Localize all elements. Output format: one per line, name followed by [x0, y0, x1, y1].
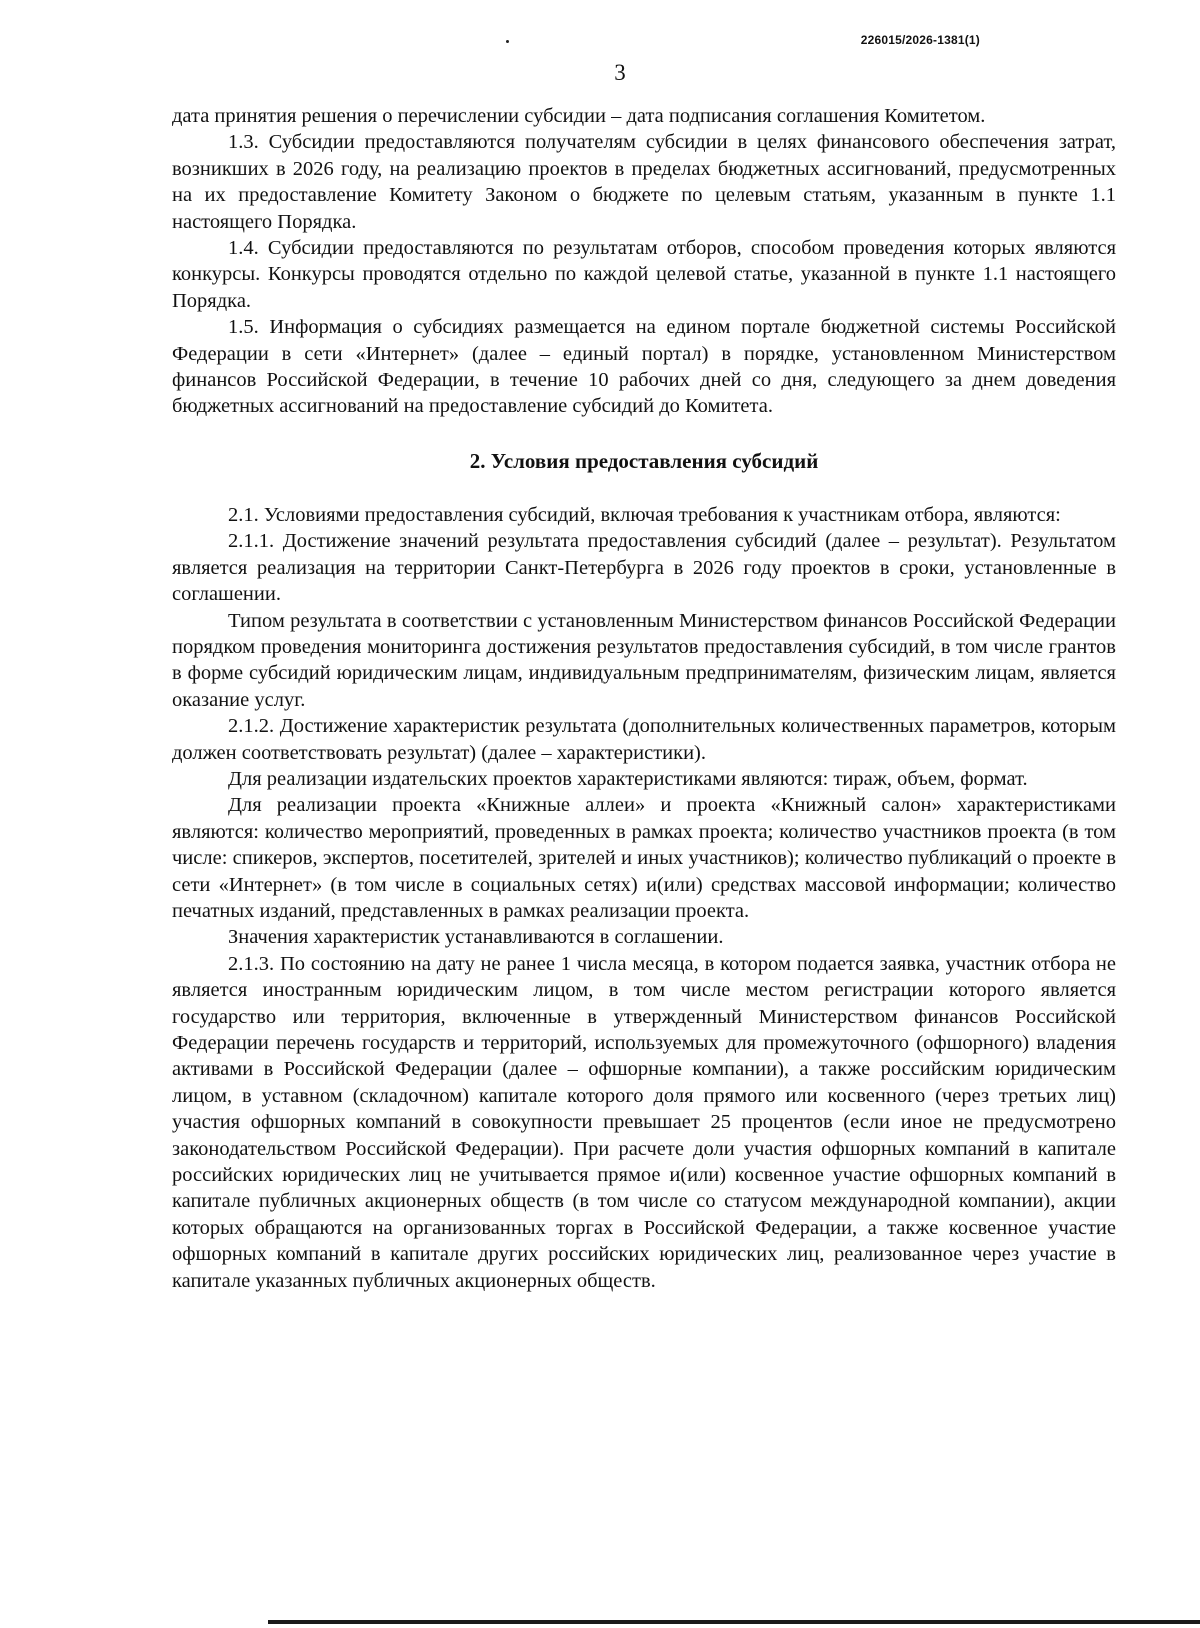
document-body: [172, 103, 1116, 1294]
page-number: 3: [614, 60, 626, 85]
paragraph-1-5: 1.5. Информация о субсидиях размещается на едином портале бюджетной системы Российской Федерации в сети «Интернет» (далее – единый портал) в порядке, установленном Министерством финансов Российской Федерации, в течение 10 рабочих дней со дня, следующего за днем доведения бюджетных ассигнований на предоставление субсидий до Комитета.: [172, 316, 1116, 418]
paragraph-2-1-2: 2.1.2. Достижение характеристик результата (дополнительных количественных параметров, которым должен соответствовать результат) (далее – характеристики).: [172, 715, 1116, 764]
section-spacer-top: [172, 420, 1116, 448]
scan-bottom-edge: [268, 1620, 1200, 1624]
paragraph-book-projects-characteristics: Для реализации проекта «Книжные аллеи» и проекта «Книжный салон» характеристиками являются: количество мероприятий, проведенных в рамках проекта; количество участников проекта (в том числе: спикеров, экспертов, посетителей, зрителей и иных участников); количество публикаций о проекте в сети «Интернет» (в том числе в социальных сетях) и(или) средствах массовой информации; количество печатных изданий, представленных в рамках реализации проекта.: [172, 794, 1116, 922]
scan-speck: [506, 40, 509, 43]
paragraph-2-1-1: 2.1.1. Достижение значений результата предоставления субсидий (далее – результат). Результатом является реализация на территории Санкт-Петербурга в 2026 году проектов в сроки, установленные в соглашении.: [172, 530, 1116, 606]
paragraph-2-1: 2.1. Условиями предоставления субсидий, включая требования к участникам отбора, являются:: [228, 503, 1061, 526]
paragraph-decision-date: дата принятия решения о перечислении субсидии – дата подписания соглашения Комитетом.: [172, 105, 986, 127]
paragraph-characteristic-values: Значения характеристик устанавливаются в соглашении.: [228, 926, 724, 949]
paragraph-1-3: 1.3. Субсидии предоставляются получателям субсидии в целях финансового обеспечения затрат, возникших в 2026 году, на реализацию проектов в пределах бюджетных ассигнований, предусмотренных на их предоставление Комитету Законом о бюджете по целевым статьям, указанным в пункте 1.1 настоящего Порядка.: [172, 131, 1116, 233]
section-2-heading: 2. Условия предоставления субсидий: [469, 448, 819, 473]
paragraph-2-1-3: 2.1.3. По состоянию на дату не ранее 1 числа месяца, в котором подается заявка, участник отбора не является иностранным юридическим лицом, в том числе местом регистрации которого является государство или территория, включенные в утвержденный Министерством финансов Российской Федерации перечень государств и территорий, используемых для промежуточного (офшорного) владения активами в Российской Федерации (далее – офшорные компании), а также российским юридическим лицом, в уставном (складочном) капитале которого доля прямого или косвенного (через третьих лиц) участия офшорных компаний в совокупности превышает 25 процентов (если иное не предусмотрено законодательством Российской Федерации). При расчете доли участия офшорных компаний в капитале российских юридических лиц не учитывается прямое и(или) косвенное участие офшорных компаний в капитале публичных акционерных обществ (в том числе со статусом международной компании), акции которых обращаются на организованных торгах в Российской Федерации, а также косвенное участие офшорных компаний в капитале других российских юридических лиц, реализованное через участие в капитале указанных публичных акционерных обществ.: [172, 952, 1116, 1292]
paragraph-result-type: Типом результата в соответствии с установленным Министерством финансов Российской Федерации порядком проведения мониторинга достижения результатов предоставления субсидий, в том числе грантов в форме субсидий юридическим лицам, индивидуальным предпринимателям, физическим лицам, является оказание услуг.: [172, 609, 1116, 711]
paragraph-publishing-characteristics: Для реализации издательских проектов характеристиками являются: тираж, объем, формат.: [228, 767, 1028, 790]
paragraph-1-4: 1.4. Субсидии предоставляются по результатам отборов, способом проведения которых являются конкурсы. Конкурсы проводятся отдельно по каждой целевой статье, указанной в пункте 1.1 настоящего Порядка.: [172, 237, 1116, 312]
document-id: 226015/2026-1381(1): [860, 33, 980, 47]
section-spacer-bottom: [172, 474, 1116, 502]
